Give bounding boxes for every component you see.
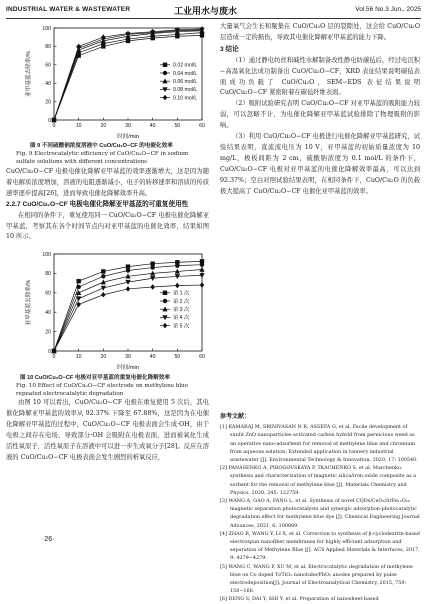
section-2-2-7-heading: 2.2.7 CuO/Cu₂O−CF 电极电催化降解亚甲基蓝的可重复使用性 — [6, 200, 189, 208]
references — [220, 413, 420, 604]
fig10-legend-label: 第 1 次 — [173, 290, 190, 297]
fig9-legend-marker — [163, 63, 167, 67]
figure-10-chart — [10, 248, 210, 373]
fig9-x-tick-label: 40 — [149, 123, 156, 129]
fig10-data-point — [126, 264, 130, 268]
fig10-data-point — [150, 284, 154, 290]
fig9-legend-marker — [163, 95, 167, 101]
fig9-x-tick-label: 50 — [174, 123, 181, 129]
paragraph-oxygen-damage: 大量氧气会生长和聚集在 CuO/Cu₂O 层的裂隙处，这会给 CuO/Cu₂O 层造成一定的损伤，导致其电催化降解亚甲基蓝的能力下降。 — [220, 23, 420, 41]
journal-name-cn: 工业用水与废水 — [174, 7, 238, 17]
fig10-legend-label: 第 3 次 — [173, 307, 190, 313]
fig10-y-tick-label: 100 — [42, 251, 51, 258]
fig10-legend-marker — [163, 299, 167, 303]
fig10-data-point — [200, 282, 204, 288]
fig10-data-point — [76, 285, 80, 289]
fig10-data-point — [126, 268, 130, 272]
page-number: ·26· — [42, 536, 55, 543]
fig9-series-line-1 — [54, 35, 202, 120]
fig9-data-point — [76, 44, 80, 50]
left-column-upper — [6, 167, 209, 243]
fig10-legend-label: 第 5 次 — [173, 323, 190, 330]
running-header — [6, 5, 421, 17]
paragraph-reuse-setup: 在相同的条件下，重复使用同一 CuO/Cu₂O−CF 电极电催化降解亚甲基蓝，考察其在各个时间节点内对亚甲基蓝的电催化效率，结果如图 10 所示。 — [6, 211, 209, 241]
figure-9-caption — [12, 142, 208, 166]
fig10-data-point — [101, 274, 105, 278]
fig9-legend-label: 0.08 mol/L — [173, 87, 198, 94]
fig9-legend-label: 0.10 mol/L — [173, 95, 198, 102]
fig9-y-tick-label: 60 — [45, 62, 51, 69]
issue-info: Vol.56 No.3 Jun., 2025 — [355, 6, 421, 13]
references-title: 参考文献： — [220, 414, 251, 420]
fig10-y-tick-label: 60 — [45, 290, 51, 297]
fig9-y-axis-label: 亚甲基蓝去除率/% — [26, 51, 32, 97]
conclusion-3: （3）利用 CuO/Cu₂O−CF 电极进行电催化降解亚甲基蓝研究，试验结果表明，直流流电压为 10 V，亚甲基蓝的初始质量浓度为 10 mg/L，极板间距为 2 cm，硫酸钠浓度为 0.1 mol/L 的条件下，CuO/Cu₂O−CF 电极对亚甲基蓝的电催化降解效率最高，可以达到 92.37%；空白对照试验结果表明，在相同条件下，CuO/Cu₂O 的负载极大提高了 CuO/Cu₂O−CF 电催化亚甲基蓝的效率。 — [220, 133, 420, 195]
reference-item: [3] WANG A, GAO A, FANG L, et al. Synthesis of novel CQDs/CeO₂/SrFe₁₂O₁₉ magnetic separation photocatalysts and synergic adsorption-photocatalytic degradation effect for methylene blue dye [J]. Chemical Engineering Journal Advances, 2021, 6: 100089. — [220, 498, 420, 529]
fig9-x-tick-label: 30 — [125, 123, 131, 129]
fig9-y-tick-label: 80 — [45, 44, 51, 51]
header-rule — [6, 18, 421, 19]
fig9-x-axis-label: 时间/min — [117, 134, 139, 140]
figure-10-caption — [12, 374, 208, 398]
conclusion-1: （1）通过静电纺丝和碱性水解制备改性静电纺碳毡后，经过电沉积−高温氧化法成功制备出 CuO/Cu₂O−CF，XRD 表征结果说明碳毡表面成功负载了 CuO/Cu₂O，SEM−EDS 表征结果说明 CuO/Cu₂O−CF 紧密附着在碳毡纤维表面。 — [220, 56, 420, 97]
figure-9-chart — [10, 22, 210, 142]
reference-item: [6] DENG S, DAI Y, SHI Y, et al. Preparation of nanosheet-based — [220, 596, 379, 603]
fig10-data-point — [175, 283, 179, 289]
fig9-y-tick-label: 100 — [42, 25, 51, 32]
figure-9-caption-en: Fig. 9 Electrocatalytic efficiency of CuO/Cu₂O−CF in sodium sulfate solutions with different concentrations — [16, 151, 189, 165]
fig10-data-point — [175, 263, 179, 267]
fig10-data-point — [150, 265, 154, 269]
fig10-y-tick-label: 20 — [45, 329, 51, 336]
fig9-x-tick-label: 20 — [100, 123, 107, 129]
fig9-y-tick-label: 40 — [45, 81, 51, 87]
fig10-x-tick-label: 10 — [75, 354, 82, 360]
fig10-x-tick-label: 30 — [125, 354, 131, 360]
fig10-y-tick-label: 40 — [45, 310, 51, 316]
fig9-y-tick-label: 20 — [45, 99, 51, 106]
fig9-legend-label: 0.06 mol/L — [173, 79, 198, 85]
fig10-legend-label: 第 2 次 — [173, 298, 190, 305]
reference-item: [4] ZHAO R, WANG Y, LI X, et al. Correction to synthesis of β-cyclodextrin-based electrospun nanofiber membranes for highly efficient adsorption and separation of Methylene Blue [J]. ACS Applied Materials & Interfaces, 2017, 9: 4279−4279. — [220, 530, 420, 562]
fig10-legend-label: 第 4 次 — [173, 315, 190, 322]
fig9-x-tick-label: 10 — [75, 123, 82, 129]
fig10-x-tick-label: 40 — [149, 354, 156, 360]
fig9-y-tick-label: 0 — [48, 117, 51, 124]
fig10-data-point — [150, 262, 154, 266]
left-column-lower — [6, 398, 209, 463]
fig10-data-point — [101, 286, 106, 291]
fig10-data-point — [76, 296, 81, 301]
fig9-legend-marker — [163, 71, 167, 75]
conclusion-2: （2）吸附试验研究表明 CuO/Cu₂O−CF 对亚甲基蓝的吸附能力较弱，可以忽略不计，为电催化降解亚甲基蓝试验排除了物理吸附的影响。 — [220, 100, 420, 130]
fig9-legend-label: 0.02 mol/L — [173, 62, 198, 69]
fig10-data-point — [126, 286, 130, 292]
section-3-heading: 3 结论 — [220, 45, 239, 53]
fig10-y-tick-label: 80 — [45, 271, 51, 278]
fig10-data-point — [76, 279, 80, 283]
reference-item: [1] KAMARAJ M, SRINIVASAN N R, ASSEFA G, et al. Facile development of sunlit ZnO nanoparticles-activated carbon hybrid from pernicious weed as an operative nano-adsorbent for removal of methylene blue and chromium from aqueous solution; Extended application in tannery industrial wastewater [J]. Environmental Technology & Innovation, 2020, 17: 100540. — [220, 424, 418, 464]
paragraph-reuse-result: 由图 10 可以看出，CuO/Cu₂O−CF 电极在重复使用 5 次后，其电催化降解亚甲基蓝的效率从 92.37% 下降至 67.88%，这是因为在电催化降解亚甲基蓝的过程中，CuO/Cu₂O−CF 电极表面会生成·OH，由于电极之间存在电场，导致部分·OH 会吸附在电极表面，进而被氧化生成活性氧原子，活性氧原子在溶液中可以进一步生成氧分子[28]。反应在溶液的 CuO/Cu₂O−CF 电极表面会发生剧烈的析氧反应， — [6, 399, 209, 461]
reference-item: [5] WANG C, WANG F, XU M, et al. Electrocatalytic degradation of methylene blue on Co doped Ti/TiO₂ nanotube/PbO₂ anodes prepared by pulse electrodeposition[J]. Journal of Electroanalytical Chemistry, 2015, 759: 158−166. — [220, 563, 413, 595]
figure-10-caption-en: Fig. 10 Effect of CuO/Cu₂O−CF electrode on methylene blue repeated electrocatalytic degradation — [16, 383, 189, 397]
fig10-x-tick-label: 20 — [100, 354, 107, 360]
fig10-data-point — [101, 292, 105, 298]
paragraph-concentration: CuO/Cu₂O−CF 电极电催化降解亚甲基蓝的效率逐渐增大，这是因为随着电解质浓度增加，溶液的电阻逐渐减小，电子的转移速率和溶质的传质速率逐步提高[26]，进而导致电催化降解效率升高。 — [6, 168, 209, 197]
figure-10-caption-cn: 图 10 CuO/Cu₂O−CF 电极对亚甲基蓝的重复电催化降解效率 — [20, 375, 170, 381]
fig10-x-tick-label: 60 — [199, 354, 205, 360]
fig10-y-axis-label: 亚甲基蓝去除率/% — [26, 279, 32, 326]
reference-item: [2] PANASENKO A, PIROGOVSKAYA P, TKACHENKO S, et al. Marchenko, synthesis and characterization of magnetic silica/iron oxide composite as a sorbent for the removal of methylene blue [J]. Materials Chemistry and Physics, 2020, 245: 122759. — [220, 465, 417, 496]
fig9-data-point — [126, 31, 130, 37]
fig10-legend-marker — [163, 291, 167, 295]
fig10-data-point — [199, 267, 204, 272]
fig10-y-tick-label: 0 — [48, 348, 51, 355]
fig9-x-tick-label: 60 — [199, 123, 205, 129]
fig9-data-point — [101, 34, 105, 40]
fig10-x-tick-label: 50 — [174, 354, 181, 360]
fig9-x-tick-label: 0 — [52, 123, 56, 129]
figure-9-caption-cn: 图 9 不同硫酸钠浓度溶液中 CuO/Cu₂O−CF 的电催化效率 — [30, 143, 173, 149]
fig10-data-point — [101, 269, 105, 273]
fig10-legend-marker — [163, 323, 167, 329]
fig10-x-tick-label: 0 — [52, 354, 56, 360]
fig10-x-axis-label: 时间/min — [117, 365, 139, 371]
fig10-data-point — [200, 262, 204, 266]
fig9-legend-label: 0.04 mol/L — [173, 70, 198, 77]
journal-name-en: INDUSTRIAL WATER & WASTEWATER — [6, 6, 131, 13]
right-column — [220, 22, 420, 198]
